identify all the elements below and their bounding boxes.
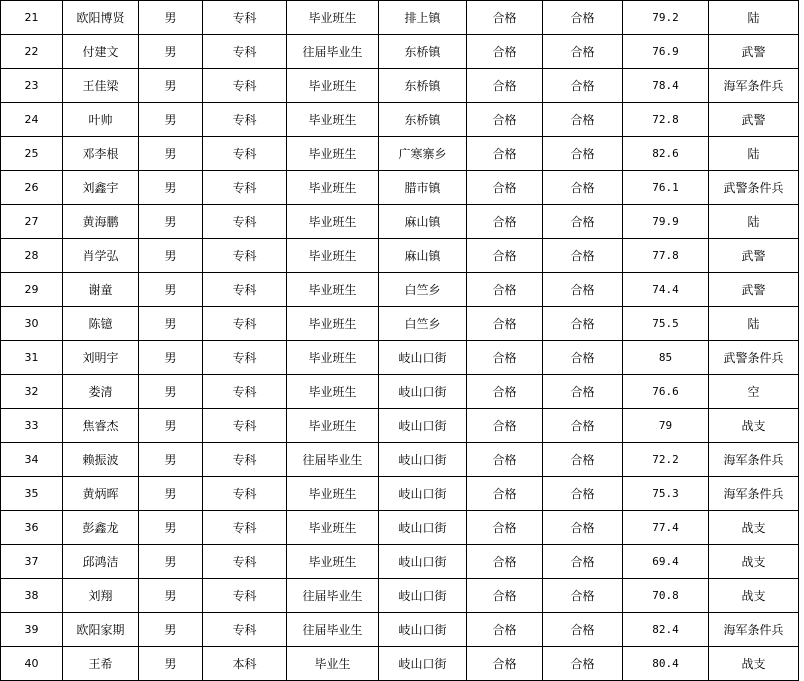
- cell-education: 专科: [203, 307, 287, 341]
- table-body: [1, 1, 799, 681]
- cell-township: 白竺乡: [379, 307, 467, 341]
- table-row: [1, 579, 799, 613]
- cell-service-branch: 战支: [709, 545, 799, 579]
- cell-political-check: 合格: [543, 35, 623, 69]
- cell-education: 专科: [203, 205, 287, 239]
- cell-gender: 男: [139, 239, 203, 273]
- cell-service-branch: 武警条件兵: [709, 341, 799, 375]
- cell-score: 78.4: [623, 69, 709, 103]
- cell-gender: 男: [139, 443, 203, 477]
- table-row: [1, 1, 799, 35]
- cell-number: 33: [1, 409, 63, 443]
- cell-education: 专科: [203, 443, 287, 477]
- cell-political-check: 合格: [543, 273, 623, 307]
- cell-township: 东桥镇: [379, 69, 467, 103]
- cell-political-check: 合格: [543, 205, 623, 239]
- table-row: [1, 69, 799, 103]
- cell-education: 专科: [203, 239, 287, 273]
- cell-service-branch: 空: [709, 375, 799, 409]
- cell-name: 刘鑫宇: [63, 171, 139, 205]
- table-row: [1, 273, 799, 307]
- cell-student-type: 毕业班生: [287, 307, 379, 341]
- cell-township: 岐山口街: [379, 375, 467, 409]
- cell-service-branch: 陆: [709, 307, 799, 341]
- cell-education: 专科: [203, 137, 287, 171]
- cell-township: 岐山口街: [379, 511, 467, 545]
- cell-township: 岐山口街: [379, 341, 467, 375]
- cell-student-type: 毕业班生: [287, 137, 379, 171]
- cell-political-check: 合格: [543, 477, 623, 511]
- cell-education: 专科: [203, 477, 287, 511]
- cell-gender: 男: [139, 171, 203, 205]
- cell-name: 谢童: [63, 273, 139, 307]
- cell-gender: 男: [139, 205, 203, 239]
- cell-student-type: 毕业班生: [287, 477, 379, 511]
- cell-score: 70.8: [623, 579, 709, 613]
- cell-service-branch: 战支: [709, 511, 799, 545]
- cell-student-type: 往届毕业生: [287, 443, 379, 477]
- cell-score: 77.4: [623, 511, 709, 545]
- cell-score: 79: [623, 409, 709, 443]
- cell-number: 21: [1, 1, 63, 35]
- cell-physical-check: 合格: [467, 341, 543, 375]
- cell-education: 专科: [203, 273, 287, 307]
- cell-service-branch: 海军条件兵: [709, 443, 799, 477]
- cell-service-branch: 武警: [709, 273, 799, 307]
- cell-number: 27: [1, 205, 63, 239]
- cell-student-type: 往届毕业生: [287, 35, 379, 69]
- cell-service-branch: 陆: [709, 1, 799, 35]
- cell-physical-check: 合格: [467, 307, 543, 341]
- cell-number: 39: [1, 613, 63, 647]
- table-row: [1, 647, 799, 681]
- cell-physical-check: 合格: [467, 239, 543, 273]
- cell-score: 79.2: [623, 1, 709, 35]
- cell-political-check: 合格: [543, 239, 623, 273]
- cell-township: 广寒寨乡: [379, 137, 467, 171]
- cell-gender: 男: [139, 477, 203, 511]
- cell-political-check: 合格: [543, 1, 623, 35]
- cell-gender: 男: [139, 307, 203, 341]
- cell-name: 刘翔: [63, 579, 139, 613]
- cell-number: 34: [1, 443, 63, 477]
- cell-student-type: 毕业生: [287, 647, 379, 681]
- cell-political-check: 合格: [543, 443, 623, 477]
- cell-service-branch: 陆: [709, 205, 799, 239]
- cell-education: 专科: [203, 579, 287, 613]
- cell-gender: 男: [139, 137, 203, 171]
- cell-score: 82.4: [623, 613, 709, 647]
- cell-student-type: 往届毕业生: [287, 613, 379, 647]
- cell-service-branch: 海军条件兵: [709, 613, 799, 647]
- cell-name: 娄清: [63, 375, 139, 409]
- cell-student-type: 毕业班生: [287, 273, 379, 307]
- cell-name: 焦睿杰: [63, 409, 139, 443]
- cell-score: 85: [623, 341, 709, 375]
- cell-service-branch: 战支: [709, 647, 799, 681]
- cell-number: 36: [1, 511, 63, 545]
- cell-number: 31: [1, 341, 63, 375]
- cell-number: 38: [1, 579, 63, 613]
- cell-physical-check: 合格: [467, 103, 543, 137]
- cell-township: 岐山口街: [379, 443, 467, 477]
- cell-education: 专科: [203, 341, 287, 375]
- cell-service-branch: 海军条件兵: [709, 477, 799, 511]
- table-row: [1, 409, 799, 443]
- cell-physical-check: 合格: [467, 1, 543, 35]
- cell-score: 79.9: [623, 205, 709, 239]
- cell-physical-check: 合格: [467, 35, 543, 69]
- cell-education: 专科: [203, 103, 287, 137]
- cell-score: 82.6: [623, 137, 709, 171]
- table-row: [1, 545, 799, 579]
- cell-gender: 男: [139, 69, 203, 103]
- cell-education: 专科: [203, 35, 287, 69]
- cell-physical-check: 合格: [467, 443, 543, 477]
- cell-name: 邱鸿洁: [63, 545, 139, 579]
- table-row: [1, 103, 799, 137]
- cell-political-check: 合格: [543, 103, 623, 137]
- cell-number: 28: [1, 239, 63, 273]
- cell-number: 35: [1, 477, 63, 511]
- cell-gender: 男: [139, 409, 203, 443]
- cell-township: 岐山口街: [379, 477, 467, 511]
- cell-name: 陈镱: [63, 307, 139, 341]
- cell-education: 专科: [203, 511, 287, 545]
- cell-political-check: 合格: [543, 409, 623, 443]
- cell-education: 专科: [203, 69, 287, 103]
- cell-physical-check: 合格: [467, 579, 543, 613]
- cell-physical-check: 合格: [467, 545, 543, 579]
- cell-score: 76.1: [623, 171, 709, 205]
- cell-gender: 男: [139, 273, 203, 307]
- cell-physical-check: 合格: [467, 477, 543, 511]
- cell-political-check: 合格: [543, 375, 623, 409]
- cell-township: 麻山镇: [379, 205, 467, 239]
- cell-gender: 男: [139, 1, 203, 35]
- cell-student-type: 毕业班生: [287, 409, 379, 443]
- cell-number: 26: [1, 171, 63, 205]
- cell-township: 排上镇: [379, 1, 467, 35]
- cell-number: 32: [1, 375, 63, 409]
- cell-student-type: 毕业班生: [287, 511, 379, 545]
- cell-political-check: 合格: [543, 171, 623, 205]
- cell-number: 25: [1, 137, 63, 171]
- cell-education: 本科: [203, 647, 287, 681]
- cell-education: 专科: [203, 171, 287, 205]
- cell-gender: 男: [139, 647, 203, 681]
- cell-service-branch: 战支: [709, 409, 799, 443]
- cell-number: 29: [1, 273, 63, 307]
- cell-score: 77.8: [623, 239, 709, 273]
- cell-education: 专科: [203, 375, 287, 409]
- cell-student-type: 毕业班生: [287, 103, 379, 137]
- cell-gender: 男: [139, 545, 203, 579]
- cell-education: 专科: [203, 409, 287, 443]
- cell-gender: 男: [139, 341, 203, 375]
- cell-number: 23: [1, 69, 63, 103]
- cell-service-branch: 陆: [709, 137, 799, 171]
- cell-physical-check: 合格: [467, 171, 543, 205]
- cell-township: 东桥镇: [379, 103, 467, 137]
- table-row: [1, 239, 799, 273]
- table-row: [1, 511, 799, 545]
- cell-student-type: 毕业班生: [287, 171, 379, 205]
- cell-political-check: 合格: [543, 579, 623, 613]
- cell-physical-check: 合格: [467, 137, 543, 171]
- cell-name: 肖学弘: [63, 239, 139, 273]
- cell-physical-check: 合格: [467, 69, 543, 103]
- cell-name: 叶帅: [63, 103, 139, 137]
- cell-number: 37: [1, 545, 63, 579]
- cell-name: 彭鑫龙: [63, 511, 139, 545]
- cell-township: 岐山口街: [379, 409, 467, 443]
- cell-score: 75.5: [623, 307, 709, 341]
- cell-physical-check: 合格: [467, 409, 543, 443]
- cell-political-check: 合格: [543, 307, 623, 341]
- cell-political-check: 合格: [543, 613, 623, 647]
- cell-name: 王希: [63, 647, 139, 681]
- cell-student-type: 毕业班生: [287, 1, 379, 35]
- cell-political-check: 合格: [543, 647, 623, 681]
- cell-service-branch: 武警: [709, 239, 799, 273]
- cell-education: 专科: [203, 613, 287, 647]
- cell-name: 欧阳家期: [63, 613, 139, 647]
- cell-name: 欧阳博贤: [63, 1, 139, 35]
- cell-physical-check: 合格: [467, 205, 543, 239]
- cell-service-branch: 武警: [709, 103, 799, 137]
- cell-score: 76.9: [623, 35, 709, 69]
- cell-number: 30: [1, 307, 63, 341]
- table-row: [1, 375, 799, 409]
- cell-name: 刘明宇: [63, 341, 139, 375]
- cell-township: 腊市镇: [379, 171, 467, 205]
- table-row: [1, 443, 799, 477]
- cell-physical-check: 合格: [467, 511, 543, 545]
- cell-student-type: 往届毕业生: [287, 579, 379, 613]
- cell-physical-check: 合格: [467, 613, 543, 647]
- cell-score: 72.8: [623, 103, 709, 137]
- cell-student-type: 毕业班生: [287, 205, 379, 239]
- cell-student-type: 毕业班生: [287, 545, 379, 579]
- table-row: [1, 171, 799, 205]
- cell-score: 74.4: [623, 273, 709, 307]
- cell-score: 72.2: [623, 443, 709, 477]
- cell-student-type: 毕业班生: [287, 239, 379, 273]
- cell-name: 黄海鹏: [63, 205, 139, 239]
- cell-service-branch: 武警条件兵: [709, 171, 799, 205]
- cell-township: 岐山口街: [379, 545, 467, 579]
- cell-township: 岐山口街: [379, 647, 467, 681]
- cell-student-type: 毕业班生: [287, 341, 379, 375]
- cell-service-branch: 武警: [709, 35, 799, 69]
- cell-political-check: 合格: [543, 545, 623, 579]
- cell-political-check: 合格: [543, 137, 623, 171]
- cell-number: 22: [1, 35, 63, 69]
- cell-number: 24: [1, 103, 63, 137]
- cell-service-branch: 海军条件兵: [709, 69, 799, 103]
- cell-education: 专科: [203, 1, 287, 35]
- cell-township: 白竺乡: [379, 273, 467, 307]
- cell-score: 69.4: [623, 545, 709, 579]
- cell-political-check: 合格: [543, 341, 623, 375]
- cell-physical-check: 合格: [467, 273, 543, 307]
- cell-township: 岐山口街: [379, 613, 467, 647]
- cell-name: 付建文: [63, 35, 139, 69]
- cell-student-type: 毕业班生: [287, 375, 379, 409]
- cell-physical-check: 合格: [467, 647, 543, 681]
- cell-name: 邓李根: [63, 137, 139, 171]
- cell-gender: 男: [139, 613, 203, 647]
- table-row: [1, 205, 799, 239]
- cell-score: 80.4: [623, 647, 709, 681]
- cell-physical-check: 合格: [467, 375, 543, 409]
- cell-service-branch: 战支: [709, 579, 799, 613]
- table-row: [1, 35, 799, 69]
- cell-township: 东桥镇: [379, 35, 467, 69]
- cell-score: 76.6: [623, 375, 709, 409]
- cell-gender: 男: [139, 103, 203, 137]
- table-row: [1, 137, 799, 171]
- cell-number: 40: [1, 647, 63, 681]
- cell-gender: 男: [139, 35, 203, 69]
- cell-gender: 男: [139, 579, 203, 613]
- table-row: [1, 477, 799, 511]
- cell-student-type: 毕业班生: [287, 69, 379, 103]
- cell-education: 专科: [203, 545, 287, 579]
- cell-name: 王佳梁: [63, 69, 139, 103]
- cell-name: 赖振波: [63, 443, 139, 477]
- cell-gender: 男: [139, 511, 203, 545]
- table-row: [1, 613, 799, 647]
- table-row: [1, 341, 799, 375]
- cell-political-check: 合格: [543, 511, 623, 545]
- cell-political-check: 合格: [543, 69, 623, 103]
- cell-score: 75.3: [623, 477, 709, 511]
- cell-township: 麻山镇: [379, 239, 467, 273]
- table-row: [1, 307, 799, 341]
- cell-gender: 男: [139, 375, 203, 409]
- cell-township: 岐山口街: [379, 579, 467, 613]
- cell-name: 黄炳晖: [63, 477, 139, 511]
